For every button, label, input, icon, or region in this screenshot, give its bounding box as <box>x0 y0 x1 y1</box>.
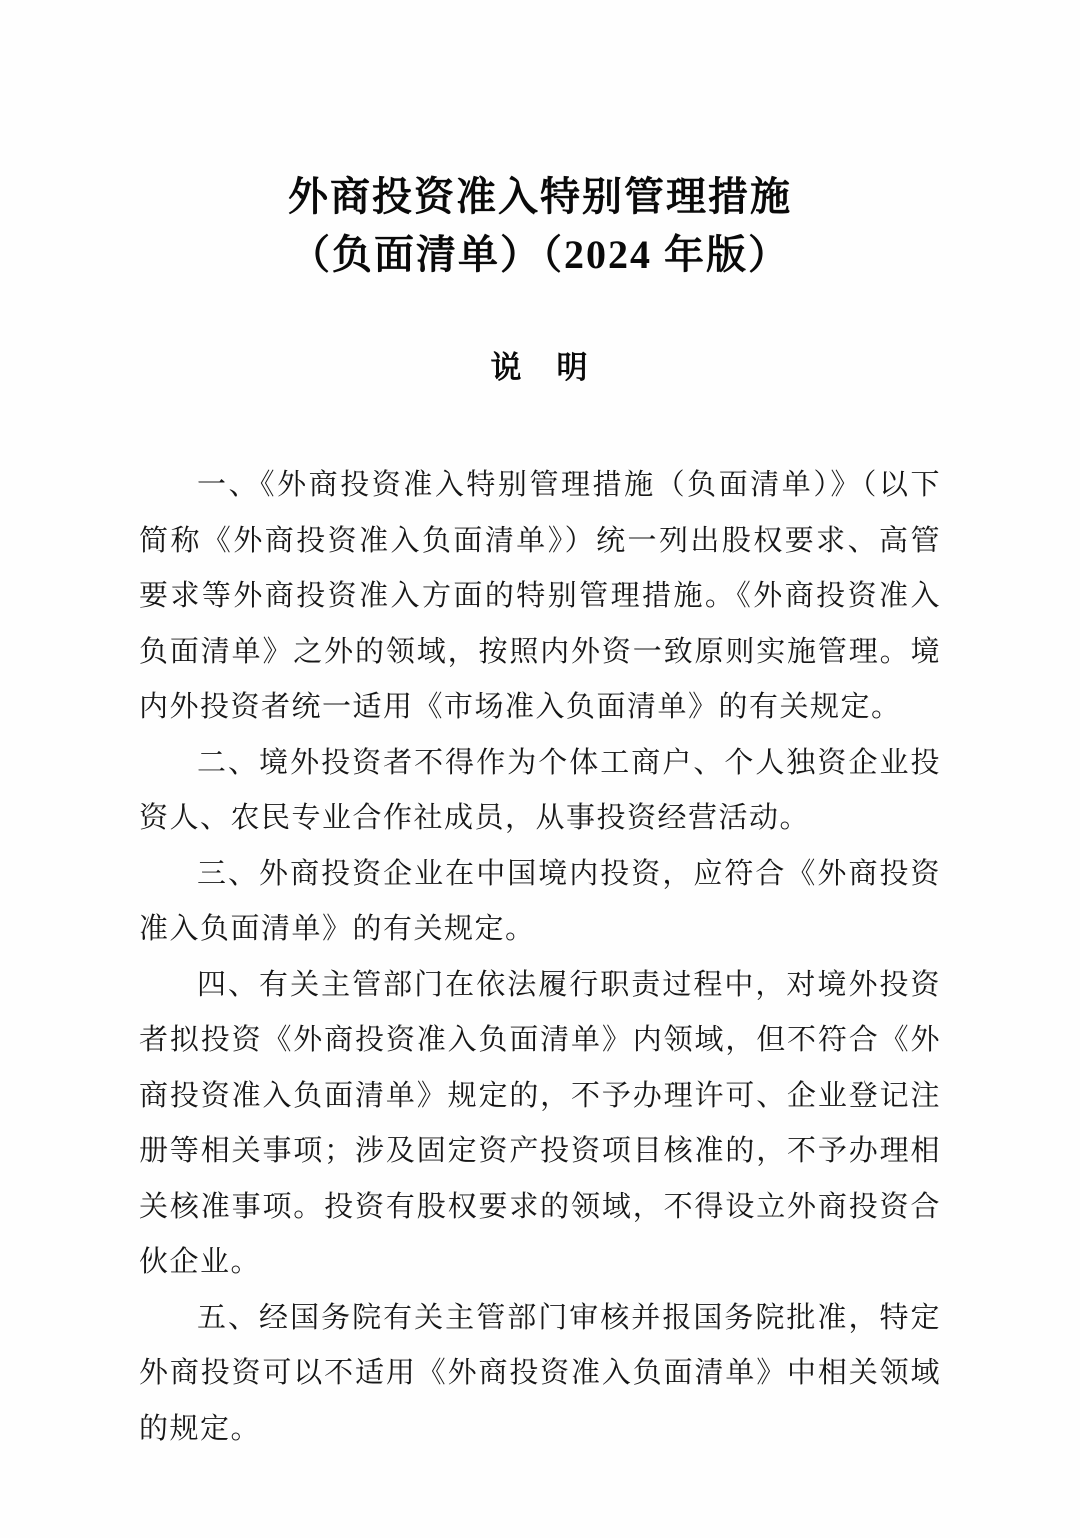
document-title-line-2: （负面清单）（2024 年版） <box>290 232 790 277</box>
document-title-line-1: 外商投资准入特别管理措施 <box>288 174 792 219</box>
paragraph-3: 三、外商投资企业在中国境内投资，应符合《外商投资准入负面清单》的有关规定。 <box>139 857 941 945</box>
document-title <box>0 0 1080 284</box>
paragraph-4: 四、有关主管部门在依法履行职责过程中，对境外投资者拟投资《外商投资准入负面清单》内领域，但不符合《外商投资准入负面清单》规定的，不予办理许可、企业登记注册等相关事项；涉及固定资产投资项目核准的，不予办理相关核准事项。投资有股权要求的领域，不得设立外商投资合伙企业。 <box>139 968 941 1278</box>
paragraph-1: 一、《外商投资准入特别管理措施（负面清单）》（以下简称《外商投资准入负面清单》）统一列出股权要求、高管要求等外商投资准入方面的特别管理措施。《外商投资准入负面清单》之外的领域，按照内外资一致原则实施管理。境内外投资者统一适用《市场准入负面清单》的有关规定。 <box>139 469 941 723</box>
paragraph-2: 二、境外投资者不得作为个体工商户、个人独资企业投资人、农民专业合作社成员，从事投资经营活动。 <box>139 746 941 834</box>
section-heading: 说 明 <box>490 350 590 385</box>
document-body <box>139 458 941 1457</box>
paragraph-5: 五、经国务院有关主管部门审核并报国务院批准，特定外商投资可以不适用《外商投资准入负面清单》中相关领域的规定。 <box>139 1301 941 1445</box>
